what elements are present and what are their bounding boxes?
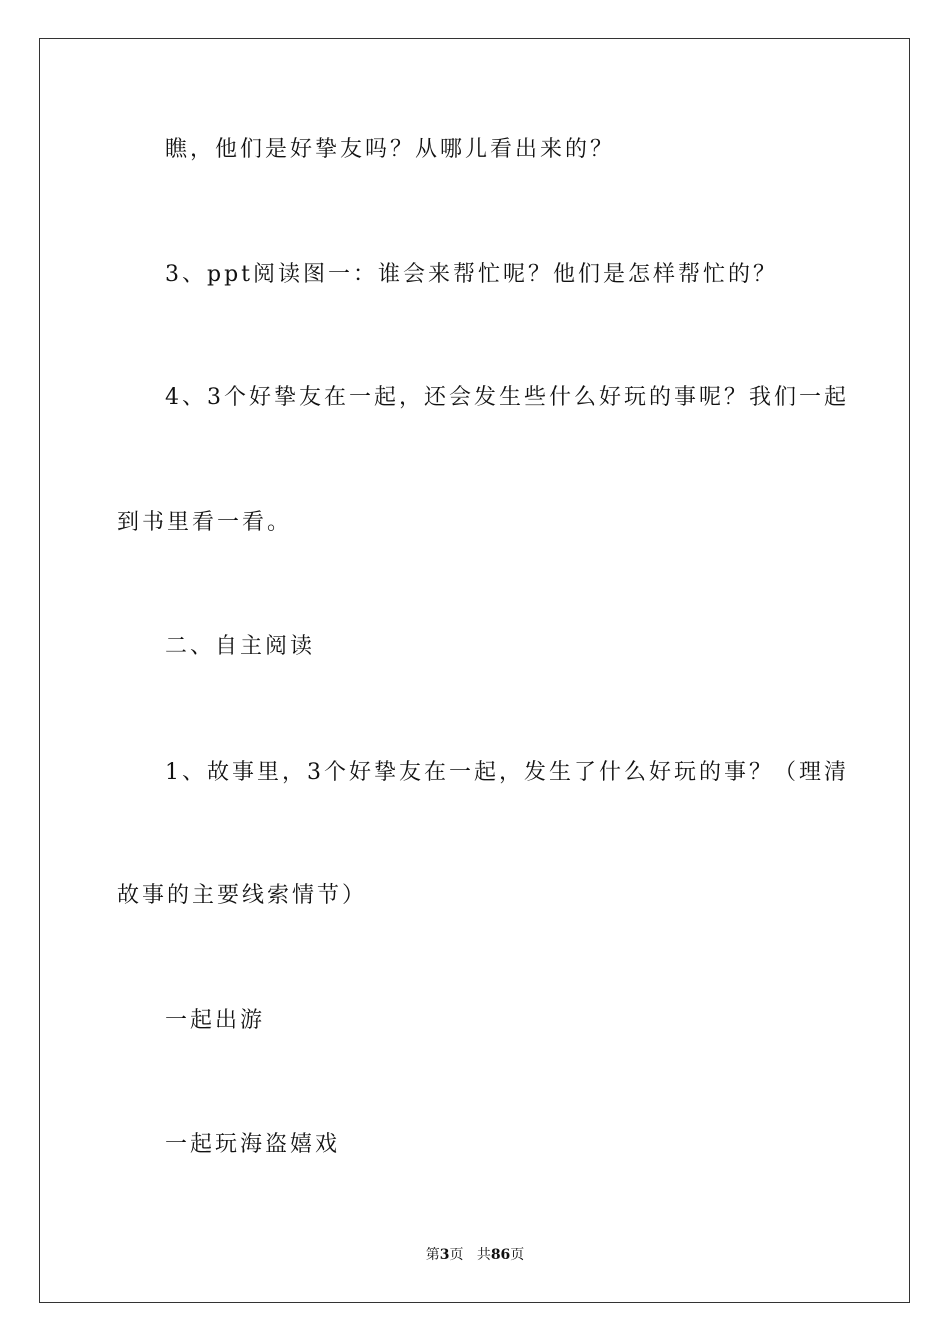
text-line-3: 4、3个好挚友在一起，还会发生些什么好玩的事呢？我们一起 [165,385,849,410]
total-prefix: 共 [476,1247,491,1263]
total-pages: 86 [490,1247,511,1263]
list-item-2: 一起玩海盗嬉戏 [165,1132,341,1157]
text-line-2: 3、ppt阅读图一：谁会来帮忙呢？他们是怎样帮忙的？ [165,262,779,287]
text-line-4: 到书里看一看。 [117,510,293,535]
section-heading: 二、自主阅读 [165,634,316,659]
page-suffix: 页 [449,1247,464,1263]
text-line-7: 故事的主要线索情节） [117,883,368,908]
page-number: 3 [439,1247,450,1263]
page-border [39,38,910,1303]
list-item-1: 一起出游 [165,1008,266,1033]
total-suffix: 页 [510,1247,525,1263]
page-prefix: 第 [425,1247,440,1263]
text-line-6: 1、故事里，3个好挚友在一起，发生了什么好玩的事？（理清 [165,760,849,785]
text-line-1: 瞧，他们是好挚友吗？从哪儿看出来的？ [165,137,616,162]
page-footer [0,1246,950,1264]
